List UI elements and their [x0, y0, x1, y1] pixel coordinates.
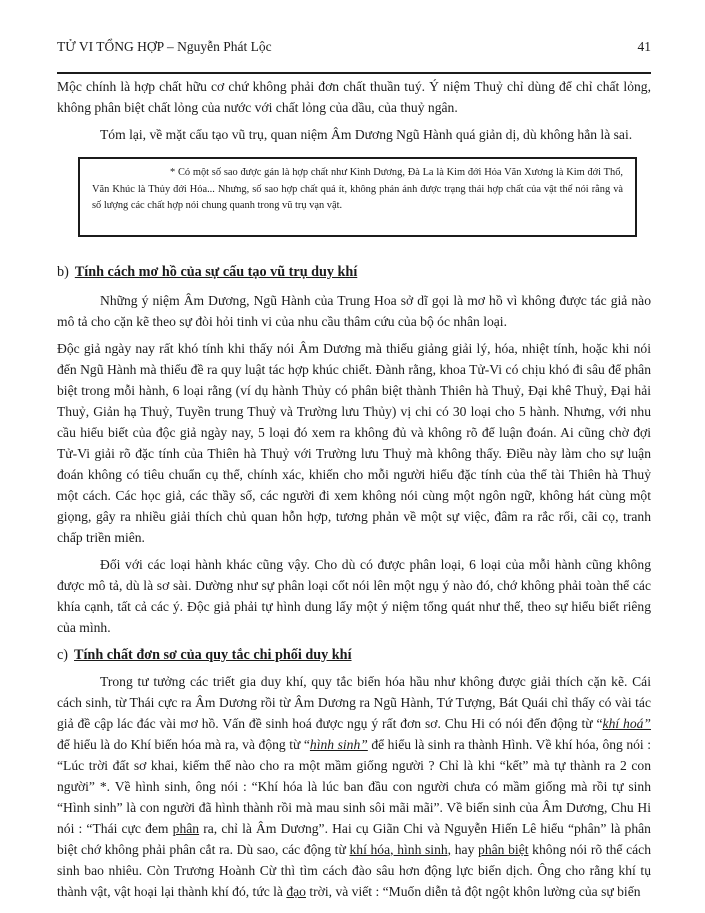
text-run: Tóm lại, về mặt cấu tạo vũ trụ, quan niệm Âm Dương Ngũ Hành quá giản dị, dù không hẳn là sai.	[100, 127, 633, 142]
footnote-text	[92, 165, 623, 215]
emphasized-text-run: phân biệt	[478, 841, 529, 857]
emphasized-text-run: hình sinh”	[309, 736, 368, 752]
text-run: Mộc chính là hợp chất hữu cơ chứ không phải đơn chất thuần tuý. Ý niệm Thuỷ chỉ dùng để chỉ chất lỏng, không phân biệt chất lỏng của nước với chất lỏng của dầu, của thuỷ ngân.	[57, 79, 651, 115]
header-title: TỬ VI TỔNG HỢP – Nguyễn Phát Lộc	[57, 39, 272, 54]
section-heading-b	[57, 263, 651, 282]
section-b-title: Tính cách mơ hồ của sự cấu tạo vũ trụ duy khí	[74, 263, 358, 280]
emphasized-text-run: khí hóa, hình sinh,	[349, 841, 452, 857]
section-b-prefix: b)	[57, 263, 69, 280]
text-run: * Có một số sao được gán là hợp chất như Kình Dương, Đà La là Kim đới Hỏa Văn Xương là Kim đới Thổ, Văn Khúc là Thủy đới Hỏa... Nhưng, số sao hợp chất quá ít, không phản ảnh được trạng thái hợp chất của vật thể nói rằng và số lượng các chất hợp nói chung quanh trong vũ trụ vạn vật.	[92, 167, 623, 211]
emphasized-text-run: phân	[172, 820, 200, 836]
text-run: Độc giả ngày nay rất khó tính khi thấy nói Âm Dương mà thiếu giảng giải lý, hóa, nhiệt tính, hoặc khi nói đến Ngũ Hành mà thiếu đề ra quy luật tác hợp khúc chiết. Đành rằng, khoa Tử-Vi có chịu khó đi sâu để phân biệt trong mỗi hành, 6 loại rằng (ví dụ hành Thủy có phân biệt thành Thiên hà Thuỷ, Đại khê Thuỷ, Đại hải Thuỷ, Giản hạ Thuỷ, Tuyền trung Thuỷ và Trường lưu Thủy) vị chi có 30 loại cho 5 hành. Nhưng, với nhu cầu hiểu biết của độc giả ngày nay, 5 loại đó xem ra không đủ và không rõ để luận đoán. Ai cũng chờ đợi Tử-Vi giải rõ đặc tính của Thiên hà Thuỷ với Trường lưu Thuỷ mà không thấy. Điều này làm cho sự luận đoán không có tiêu chuẩn cụ thể, chính xác, khiến cho mỗi người hiểu đặc tính của thể tài Thiên hà Thuỷ một cách. Các học giả, các thầy số, các người đi xem không nói cùng một ngôn ngữ, không hát cùng một giọng, gây ra nhiều giải thích chủ quan hỗn hợp, tương phản về một sự việc, đâm ra rắc rối, cãi cọ, tranh chấp triền miên.	[57, 340, 651, 545]
page-number: 41	[637, 39, 651, 54]
section-heading-c	[57, 646, 651, 665]
text-run: Trong tư tưởng các triết gia duy khí, quy tắc biến hóa hầu như không được giải thích cặn kẽ. Cái cách sinh, từ Thái cực ra Âm Dương rồi từ Âm Dương ra Ngũ Hành, Tứ Tượng, Bát Quái chỉ thấy có vài tác giả đề cập lác đác vài mơ hồ. Vấn đề sinh hoá được ngụ ý rất đơn sơ. Chu Hi có nói đến động từ “	[57, 673, 651, 731]
text-run: không nói rõ thể cách sinh bao nhiêu. Còn Trương Hoành Cừ thì tìm cách đào sâu hơn động lực biến dịch. Ông cho rằng khí tụ thành vật, vật hoại lại thành khí đó, tức là	[57, 841, 651, 899]
paragraph-moc-chinh	[57, 76, 651, 118]
header-rule	[57, 72, 651, 74]
text-run: ra, chỉ là Âm Dương”. Hai cụ Giãn Chi và Nguyễn Hiến Lê hiểu “phân” là phân biệt chớ không phải phân cắt ra. Dù sao, các động từ	[57, 820, 651, 857]
text-run: trời, và viết : “Muốn diễn tả đột ngột khôn lường của sự biến	[305, 883, 641, 899]
paragraph-tom-lai	[57, 124, 651, 145]
text-run: để hiểu là do Khí biến hóa mà ra, và động từ “	[57, 736, 310, 752]
paragraph-doi-voi	[57, 554, 651, 638]
paragraph-doc-gia	[57, 338, 651, 548]
text-run: Những ý niệm Âm Dương, Ngũ Hành của Trung Hoa sở dĩ gọi là mơ hồ vì không được tác giả nào mô tả cho cặn kẽ theo sự đòi hỏi tinh vi của nhu cầu thâm cứu của bộ óc nhân loại.	[57, 292, 651, 329]
section-c-prefix: c)	[57, 646, 69, 663]
paragraph-trong-tu-tuong	[57, 671, 651, 902]
page-header	[57, 38, 651, 56]
text-run: Đối với các loại hành khác cũng vậy. Cho dù có được phân loại, 6 loại của mỗi hành cũng không được mô tả, dù là sơ sài. Dường như sự phân loại cốt nói lên một ngụ ý nào đó, chớ không phải toàn thể các khía cạnh, tất cả các ý. Độc giả phải tự hình dung lấy một ý niệm tổng quát như thế, theo sự hiểu biết riêng của mình.	[57, 556, 651, 635]
text-run: để hiểu là sinh ra thành Hình. Về khí hóa, ông nói : “Lúc trời đất sơ khai, kiếm thế nào cho ra một mầm giống người ? Chỉ là khi “kết” mà tự thành ra 2 con người” *. Về hình sinh, ông nói : “Khí hóa là lúc ban đầu con người chưa có mầm giống mà rồi tự sinh “Hình sinh” là con người đã hình thành rồi mà mau sinh sôi mãi mãi”. Về biến sinh của Âm Dương, Chu Hi nói : “Thái cực đem	[57, 736, 651, 836]
emphasized-text-run: đạo	[286, 883, 306, 899]
section-c-title: Tính chất đơn sơ của quy tắc chi phối duy khí	[74, 646, 352, 663]
paragraph-nhung-y-niem	[57, 290, 651, 332]
text-run: hay	[451, 841, 479, 857]
emphasized-text-run: khí hoá”	[602, 715, 651, 731]
footnote-box	[78, 157, 637, 237]
